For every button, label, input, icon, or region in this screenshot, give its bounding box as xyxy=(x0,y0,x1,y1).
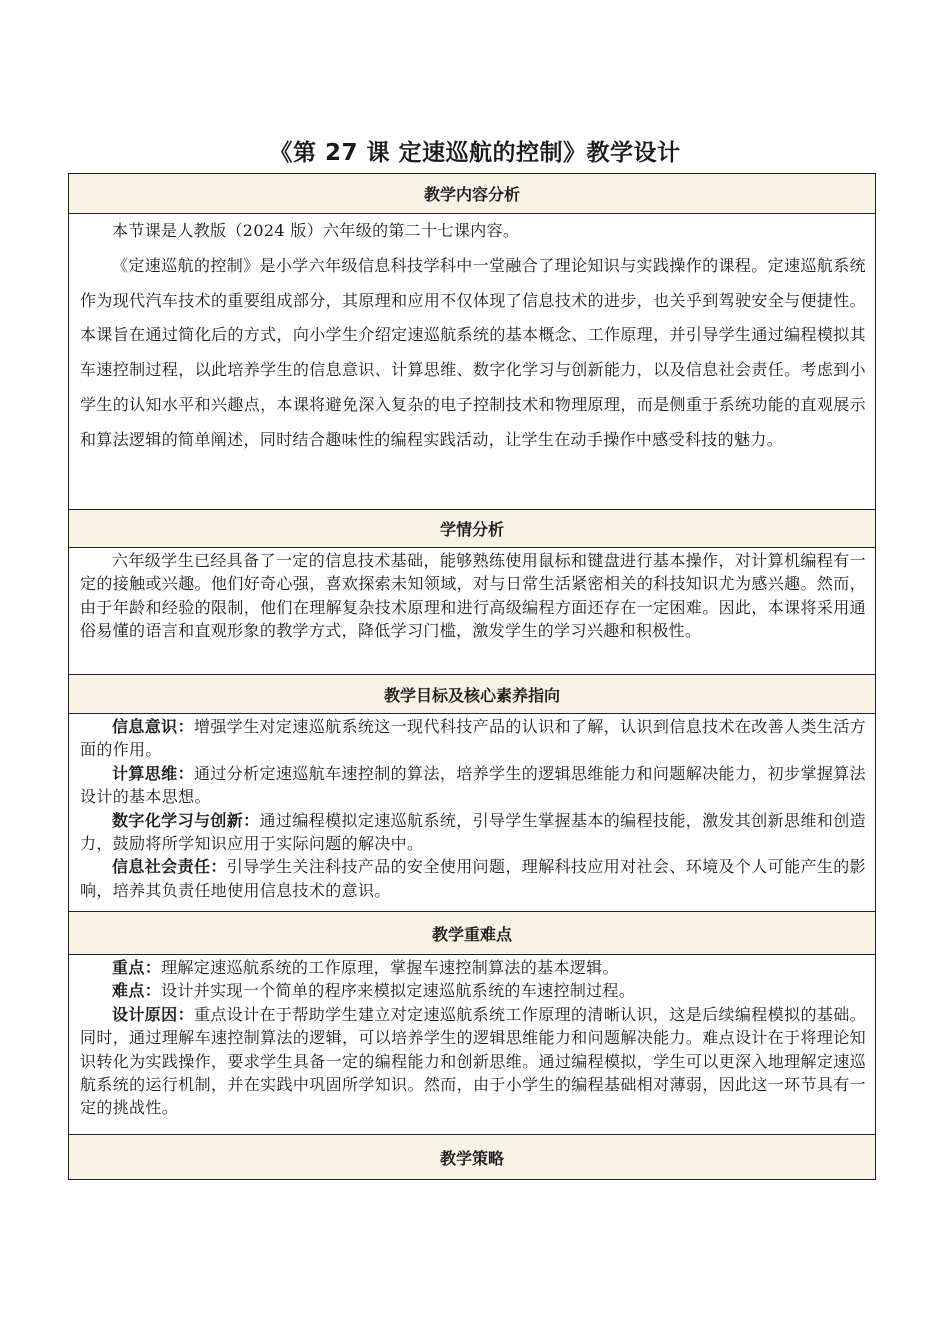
section-body-student-analysis xyxy=(69,548,876,675)
section-heading: 教学策略 xyxy=(439,1148,504,1168)
section-heading: 教学目标及核心素养指向 xyxy=(383,685,560,705)
key-point-item xyxy=(69,956,875,979)
section-header-objectives xyxy=(69,675,876,714)
key-point-text: 重点设计在于帮助学生建立对定速巡航系统工作原理的清晰认识，这是后续编程模拟的基础。同时，通过理解车速控制算法的逻辑，可以培养学生的逻辑思维能力和问题解决能力。难点设计在于将理论知识转化为实践操作，要求学生具备一定的编程能力和创新思维。通过编程模拟，学生可以更深入地理解定速巡航系统的运行机制，并在实践中巩固所学知识。然而，由于小学生的编程基础相对薄弱，因此这一环节具有一定的挑战性。 xyxy=(80,1004,866,1118)
section-header-strategy xyxy=(69,1135,876,1180)
objective-item xyxy=(69,809,875,856)
key-point-label: 重点： xyxy=(112,958,162,977)
key-point-item xyxy=(69,1003,875,1120)
key-point-label: 设计原因： xyxy=(112,1004,194,1024)
objective-text: 通过分析定速巡航车速控制的算法，培养学生的逻辑思维能力和问题解决能力，初步掌握算法设计的基本思想。 xyxy=(80,763,866,807)
section-header-content-analysis xyxy=(69,174,876,214)
key-point-item xyxy=(69,979,875,1002)
section-header-key-points xyxy=(69,912,876,955)
section-body-key-points xyxy=(69,955,876,1135)
paragraph: 本节课是人教版（2024 版）六年级的第二十七课内容。 xyxy=(112,221,520,240)
paragraph: 六年级学生已经具备了一定的信息技术基础，能够熟练使用鼠标和键盘进行基本操作，对计算机编程有一定的接触或兴趣。他们好奇心强，喜欢探索未知领域，对与日常生活紧密相关的科技知识尤为感兴趣。然而，由于年龄和经验的限制，他们在理解复杂技术原理和进行高级编程方面还存在一定困难。因此，本课将采用通俗易懂的语言和直观形象的教学方式，降低学习门槛，激发学生的学习兴趣和积极性。 xyxy=(80,551,866,641)
section-body-objectives xyxy=(69,714,876,912)
objective-label: 计算思维： xyxy=(112,763,194,783)
section-header-student-analysis xyxy=(69,510,876,548)
document-title: 《第 27 课 定速巡航的控制》教学设计 xyxy=(269,140,681,166)
objective-text: 通过编程模拟定速巡航系统，引导学生掌握基本的编程技能，激发其创新思维和创造力，鼓励将所学知识应用于实际问题的解决中。 xyxy=(80,810,866,854)
section-heading: 学情分析 xyxy=(439,520,504,539)
objective-text: 引导学生关注科技产品的安全使用问题，理解科技应用对社会、环境及个人可能产生的影响，培养其负责任地使用信息技术的意识。 xyxy=(80,857,866,900)
key-point-text: 设计并实现一个简单的程序来模拟定速巡航系统的车速控制过程。 xyxy=(161,981,636,1001)
objective-label: 信息意识： xyxy=(112,717,194,736)
objective-item xyxy=(69,715,875,762)
section-body-content-analysis xyxy=(69,214,876,510)
key-point-label: 难点： xyxy=(112,981,162,1001)
objective-label: 信息社会责任： xyxy=(112,857,227,877)
objective-item xyxy=(69,762,875,809)
paragraph: 《定速巡航的控制》是小学六年级信息科技学科中一堂融合了理论知识与实践操作的课程。定速巡航系统作为现代汽车技术的重要组成部分，其原理和应用不仅体现了信息技术的进步，也关乎到驾驶安全与便捷性。本课旨在通过简化后的方式，向小学生介绍定速巡航系统的基本概念、工作原理，并引导学生通过编程模拟其车速控制过程，以此培养学生的信息意识、计算思维、数字化学习与创新能力，以及信息社会责任。考虑到小学生的认知水平和兴趣点，本课将避免深入复杂的电子控制技术和物理原理，而是侧重于系统功能的直观展示和算法逻辑的简单阐述，同时结合趣味性的编程实践活动，让学生在动手操作中感受科技的魅力。 xyxy=(80,255,866,449)
objective-label: 数字化学习与创新： xyxy=(112,810,260,830)
objective-text: 增强学生对定速巡航系统这一现代科技产品的认识和了解，认识到信息技术在改善人类生活方面的作用。 xyxy=(80,717,866,760)
lesson-plan-table xyxy=(68,173,876,1180)
section-heading: 教学内容分析 xyxy=(423,185,520,204)
section-heading: 教学重难点 xyxy=(431,924,512,944)
key-point-text: 理解定速巡航系统的工作原理，掌握车速控制算法的基本逻辑。 xyxy=(161,958,619,977)
objective-item xyxy=(69,855,875,902)
